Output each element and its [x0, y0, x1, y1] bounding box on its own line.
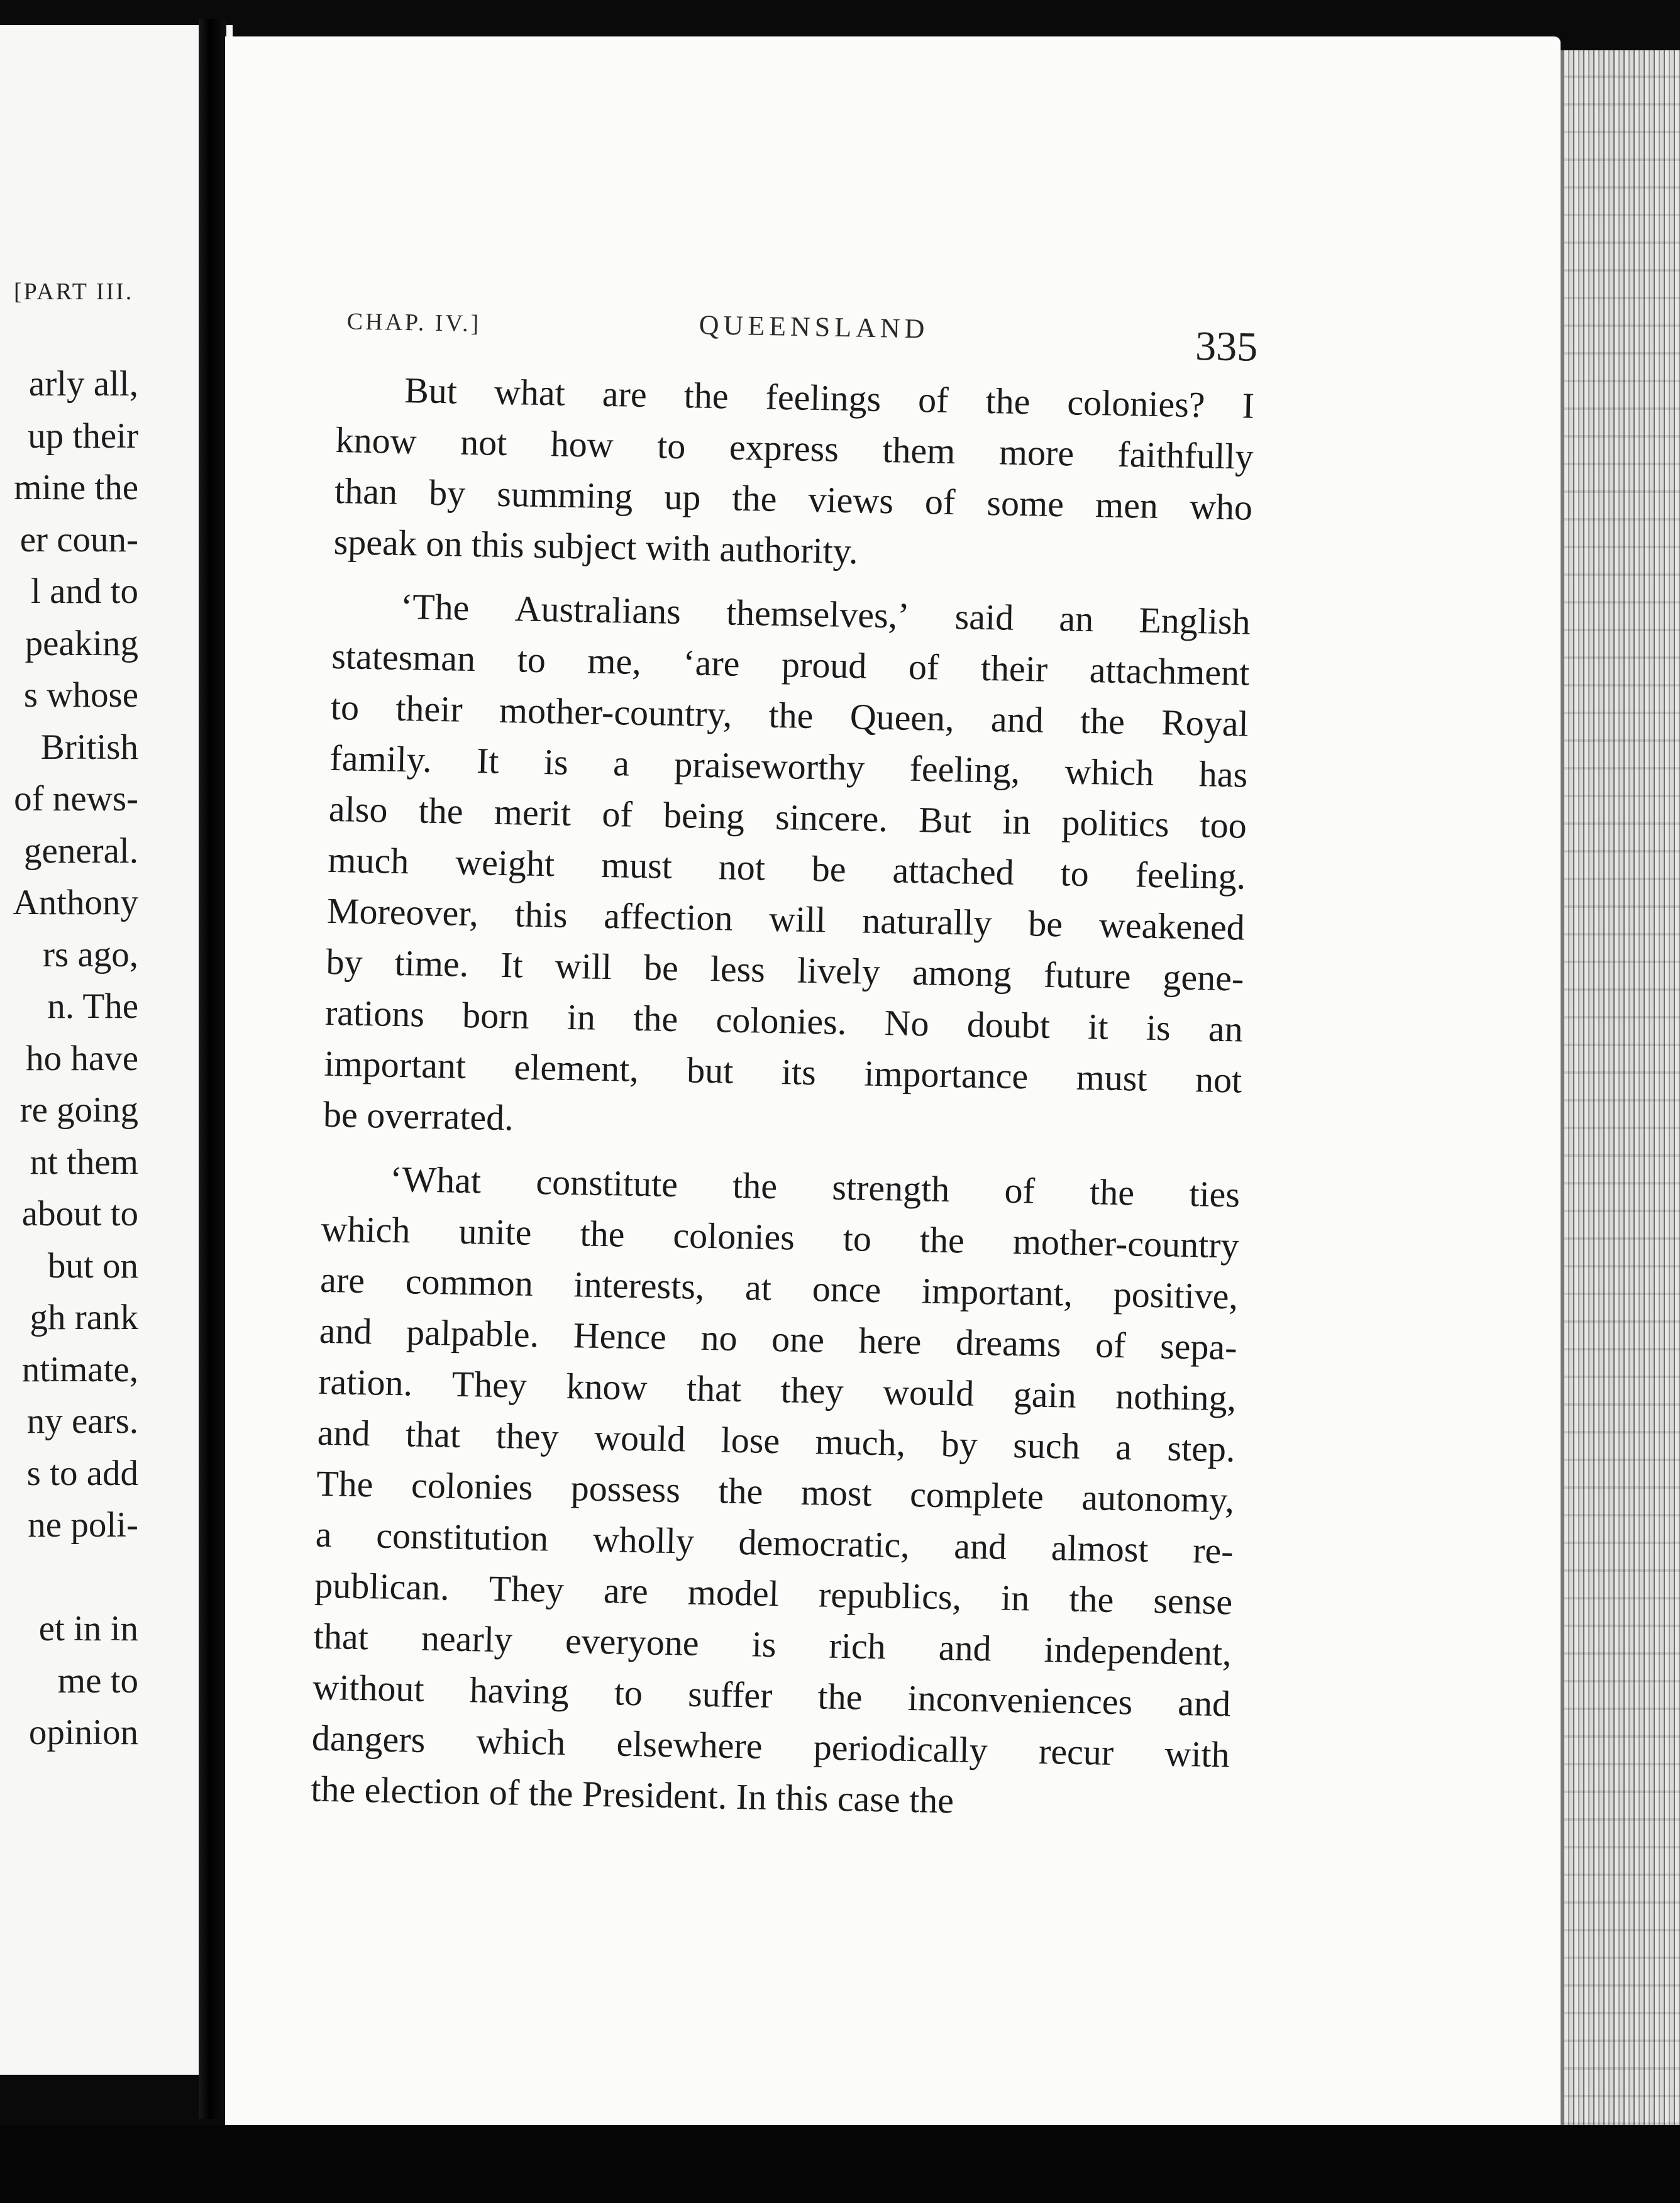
previous-page-line: s to add [26, 1453, 138, 1493]
text-line: and palpable. Hence no one here dreams of sepa- [319, 1310, 1238, 1368]
text-line: by time. It will be less lively among future gene- [325, 941, 1244, 999]
page-number: 335 [1195, 323, 1258, 370]
previous-page-line: mine the [14, 468, 138, 507]
previous-page-line: up their [28, 416, 138, 456]
text-line: a constitution wholly democratic, and almost re- [315, 1513, 1234, 1572]
book-gutter [199, 19, 226, 2119]
text-line: dangers which elsewhere periodically recur with [311, 1717, 1230, 1775]
previous-page [0, 25, 233, 2075]
previous-page-line: n. The [47, 986, 138, 1026]
text-line: than by summing up the views of some men who [334, 470, 1253, 528]
text-line: and that they would lose much, by such a step. [317, 1411, 1236, 1470]
text-line: the election of the President. In this case the [310, 1768, 954, 1821]
previous-page-line: of news- [14, 779, 138, 819]
text-line: be overrated. [323, 1093, 514, 1139]
body-text [311, 363, 1255, 1831]
previous-page-line: general. [24, 831, 138, 871]
previous-page-line: er coun- [19, 519, 138, 560]
previous-page-line: but on [47, 1245, 138, 1286]
previous-page-line: Anthony [13, 883, 138, 922]
text-line: also the merit of being sincere. But in politics too [328, 788, 1247, 846]
text-line: to their mother-country, the Queen, and the Royal [330, 686, 1249, 744]
previous-page-line: arly all, [28, 364, 138, 404]
text-line: are common interests, at once important, positive, [319, 1259, 1239, 1317]
chapter-label: CHAP. IV.] [346, 308, 482, 338]
text-line: know not how to express them more faithfully [335, 419, 1254, 477]
previous-page-line: opinion [28, 1713, 138, 1752]
text-line: ‘The Australians themselves,’ said an English [400, 585, 1251, 643]
previous-page-line: l and to [31, 571, 138, 611]
scan-bottom-shadow [0, 2125, 1680, 2203]
page-edges [1561, 50, 1680, 2138]
text-line: without having to suffer the inconveniences and [312, 1666, 1231, 1725]
text-line: Moreover, this affection will naturally be weakened [326, 890, 1246, 948]
text-line: publican. They are model republics, in the sense [314, 1564, 1233, 1623]
text-line: family. It is a praiseworthy feeling, which has [329, 737, 1248, 795]
previous-page-text [0, 358, 138, 1759]
text-line: ration. They know that they would gain nothing, [318, 1361, 1237, 1419]
previous-page-line: rs ago, [43, 934, 138, 975]
previous-page-line: ntimate, [21, 1349, 138, 1389]
previous-page-line: ne poli- [28, 1505, 138, 1545]
text-line: The colonies possess the most complete autonomy, [316, 1462, 1235, 1521]
previous-page-line: peaking [25, 623, 138, 663]
previous-page-line [0, 1552, 138, 1604]
previous-page-line: me to [57, 1660, 138, 1701]
previous-page-line: British [40, 727, 138, 767]
running-head [225, 275, 1561, 370]
text-line: which unite the colonies to the mother-country [321, 1208, 1240, 1266]
text-line: rations born in the colonies. No doubt it is an [324, 991, 1244, 1050]
text-line: But what are the feelings of the colonies? I [404, 369, 1255, 426]
previous-page-line: s whose [23, 675, 138, 715]
text-line: important element, but its importance must not [323, 1042, 1242, 1101]
previous-page-line: ny ears. [26, 1401, 138, 1441]
previous-page-line: gh rank [30, 1298, 138, 1337]
text-line: much weight must not be attached to feeling. [327, 839, 1246, 897]
previous-page-line: re going [19, 1090, 138, 1130]
previous-page-line: et in in [38, 1609, 138, 1648]
text-line: that nearly everyone is rich and independent, [313, 1615, 1232, 1674]
text-line: statesman to me, ‘are proud of their attachment [331, 635, 1250, 693]
text-line: ‘What constitute the strength of the ties [389, 1158, 1241, 1215]
running-title: QUEENSLAND [699, 309, 929, 345]
previous-page-line: about to [21, 1194, 138, 1234]
previous-page-line: ho have [26, 1038, 138, 1078]
previous-page-header: [PART III. [14, 279, 134, 305]
text-line: speak on this subject with authority. [333, 521, 859, 572]
previous-page-line: nt them [30, 1142, 138, 1182]
current-page [225, 36, 1561, 2125]
